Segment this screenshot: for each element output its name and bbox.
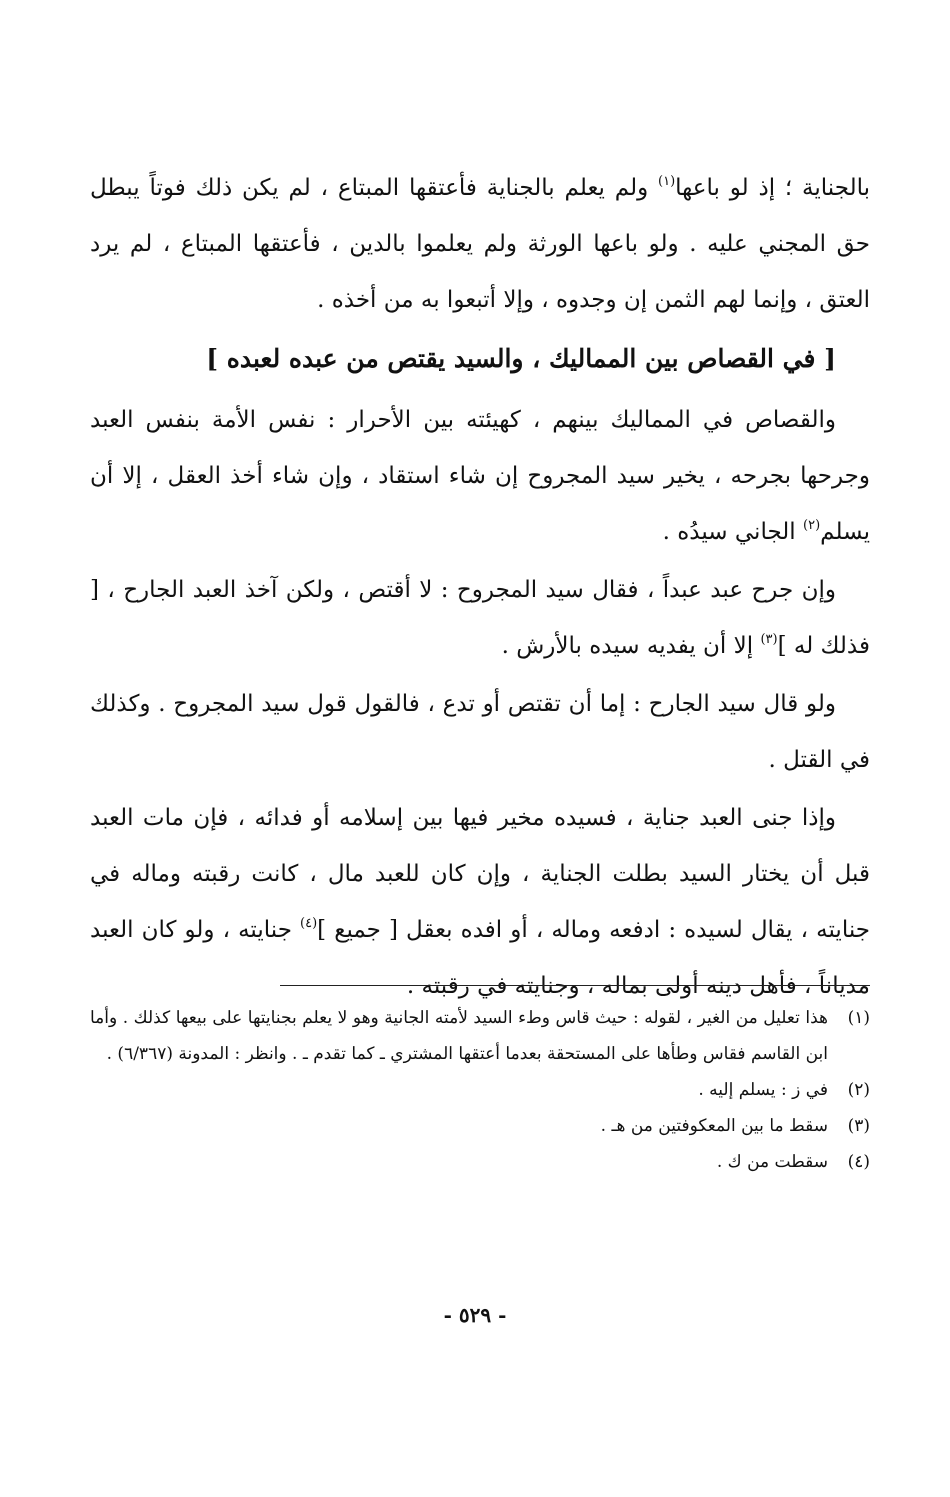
footnote-ref-2[interactable]: (٢) <box>803 518 821 533</box>
footnotes-section <box>90 1000 870 1180</box>
footnote-divider <box>280 985 870 986</box>
footnote-text: سقط ما بين المعكوفتين من هـ . <box>600 1116 828 1136</box>
footnote-number: (١) <box>847 1008 870 1028</box>
footnote-text: سقطت من ك . <box>716 1152 828 1172</box>
footnote-ref-3[interactable]: (٣) <box>760 632 778 647</box>
footnote-2 <box>90 1072 870 1108</box>
footnote-ref-1[interactable]: (١) <box>658 174 676 189</box>
footnote-4 <box>90 1144 870 1180</box>
footnote-number: (٢) <box>847 1080 870 1100</box>
footnote-1 <box>90 1000 870 1072</box>
paragraph-2: والقصاص في المماليك بينهم ، كهيئته بين الأحرار : نفس الأمة بنفس العبد وجرحها بجرحه ، يخير سيد المجروح إن شاء استقاد ، وإن شاء أخذ العقل ، إلا أن يسلم$^{(٢)}$ الجاني سيدُه . <box>90 407 870 545</box>
footnote-number: (٣) <box>847 1116 870 1136</box>
footnote-ref-4[interactable]: (٤) <box>300 916 318 931</box>
paragraph-5: وإذا جنى العبد جناية ، فسيده مخير فيها بين إسلامه أو فدائه ، فإن مات العبد قبل أن يختار السيد بطلت الجناية ، وإن كان للعبد مال ، كانت رقبته وماله في جنايته ، يقال لسيده : ادفعه وماله ، أو افده بعقل [ جميع ]$^{(٤)}$ جنايته ، ولو كان العبد مدياناً ، فأهل دينه أولى بماله ، وجنايته في رقبته . <box>90 805 870 999</box>
footnote-text: في ز : يسلم إليه . <box>698 1080 828 1100</box>
paragraph-4: ولو قال سيد الجارح : إما أن تقتص أو تدع ، فالقول قول سيد المجروح . وكذلك في القتل . <box>90 691 870 773</box>
footnote-number: (٤) <box>847 1152 870 1172</box>
footnote-text: هذا تعليل من الغير ، لقوله : حيث قاس وطء السيد لأمته الجانية وهو لا يعلم بجنايتها على بيعها كذلك . وأما ابن القاسم فقاس وطأها على المستحقة بعدما أعتقها المشتري ـ كما تقدم ـ . وانظر : المدونة (٦/٣٦٧) . <box>90 1008 828 1064</box>
main-text <box>90 160 870 1016</box>
paragraph-1: بالجناية ؛ إذ لو باعها$^{(١)}$ ولم يعلم بالجناية فأعتقها المبتاع ، لم يكن ذلك فوتاً يبطل حق المجني عليه . ولو باعها الورثة ولم يعلموا بالدين ، فأعتقها المبتاع ، لم يرد العتق ، وإنما لهم الثمن إن وجدوه ، وإلا أتبعوا به من أخذه . <box>90 174 870 313</box>
paragraph-3: وإن جرح عبد عبداً ، فقال سيد المجروح : لا أقتص ، ولكن آخذ العبد الجارح ، [ فذلك له ]$^{(٣)}$ إلا أن يفديه سيده بالأرش . <box>90 577 870 659</box>
page-number: - ٥٢٩ - <box>443 1303 507 1327</box>
section-heading: [ في القصاص بين المماليك ، والسيد يقتص من عبده لعبده ] <box>206 344 836 373</box>
footnote-3 <box>90 1108 870 1144</box>
